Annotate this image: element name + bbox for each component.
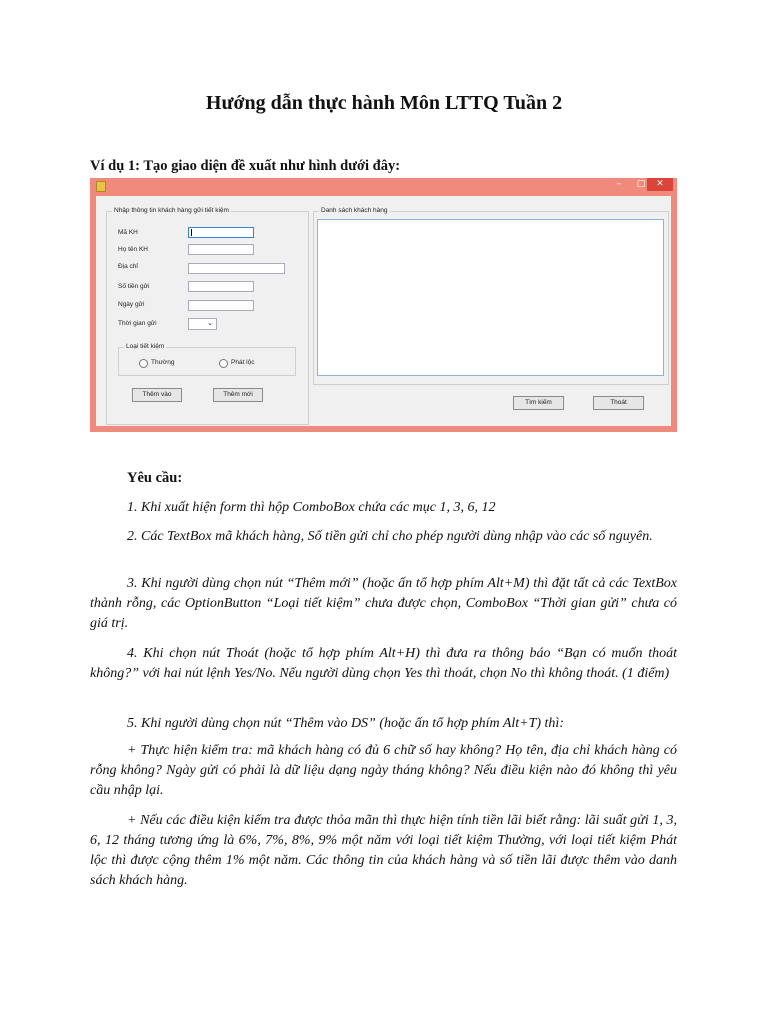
so-tien-input[interactable] (188, 281, 254, 292)
so-tien-label: Số tiền gửi (118, 283, 150, 290)
form-client-area (96, 196, 671, 426)
requirement-paragraph: + Thực hiện kiểm tra: mã khách hàng có đủ 6 chữ số hay không? Họ tên, địa chỉ khách hàng có rỗng không? Ngày gửi có phải là dữ liệu dạng ngày tháng không? Nếu điều kiện nào đó không thì yêu cầu nhập lại. (90, 743, 677, 798)
dia-chi-label: Địa chỉ (118, 263, 138, 270)
close-icon[interactable]: ✕ (647, 178, 673, 191)
requirement-paragraph: 1. Khi xuất hiện form thì hộp ComboBox chứa các mục 1, 3, 6, 12 (127, 500, 496, 515)
thoat-button[interactable]: Thoát (593, 396, 644, 410)
app-icon (96, 181, 106, 192)
dia-chi-input[interactable] (188, 263, 285, 274)
example-heading: Ví dụ 1: Tạo giao diện đề xuất như hình dưới đây: (90, 158, 401, 174)
ma-kh-input[interactable] (188, 227, 254, 238)
ngay-gui-label: Ngày gửi (118, 301, 145, 308)
form-screenshot (90, 178, 677, 432)
text-caret (191, 229, 192, 236)
thoi-gian-label: Thời gian gửi (118, 320, 157, 327)
radio-phat-loc[interactable] (219, 359, 228, 368)
ho-ten-label: Họ tên KH (118, 246, 148, 253)
them-moi-button[interactable]: Thêm mới (213, 388, 263, 402)
tim-kiem-button[interactable]: Tìm kiếm (513, 396, 564, 410)
them-vao-button[interactable]: Thêm vào (132, 388, 182, 402)
maximize-icon[interactable]: □ (636, 179, 646, 189)
requirement-paragraph: 3. Khi người dùng chọn nút “Thêm mới” (hoặc ấn tổ hợp phím Alt+M) thì đặt tất cả các TextBox thành rỗng, các OptionButton “Loại tiết kiệm” chưa được chọn, ComboBox “Thời gian gửi” chưa có giá trị. (90, 576, 677, 631)
ngay-gui-input[interactable] (188, 300, 254, 311)
requirement-paragraph: 4. Khi chọn nút Thoát (hoặc tổ hợp phím Alt+H) thì đưa ra thông báo “Bạn có muốn thoát không?” với hai nút lệnh Yes/No. Nếu người dùng chọn Yes thì thoát, chọn No thì không thoát. (1 điểm) (90, 646, 677, 681)
document-title: Hướng dẫn thực hành Môn LTTQ Tuần 2 (205, 92, 563, 114)
thoi-gian-combobox[interactable] (188, 318, 217, 330)
savings-type-group-label: Loại tiết kiệm (126, 343, 165, 350)
requirement-paragraph: + Nếu các điều kiện kiểm tra được thỏa mãn thì thực hiện tính tiền lãi biết rằng: lãi suất gửi 1, 3, 6, 12 tháng tương ứng là 6%, 7%, 8%, 9% một năm với loại tiết kiệm Thường, với loại tiết kiệm Phát lộc thì được cộng thêm 1% một năm. Các thông tin của khách hàng và số tiền lãi được thêm vào danh sách khách hàng. (90, 813, 677, 888)
ho-ten-input[interactable] (188, 244, 254, 255)
requirement-paragraph: 2. Các TextBox mã khách hàng, Số tiền gửi chỉ cho phép người dùng nhập vào các số nguyên. (127, 529, 653, 544)
customer-input-group-label: Nhập thông tin khách hàng gửi tiết kiệm (114, 207, 229, 214)
customer-list-group-label: Danh sách khách hàng (321, 207, 388, 214)
chevron-down-icon: ⌄ (207, 320, 213, 327)
radio-thuong[interactable] (139, 359, 148, 368)
radio-phat-loc-label: Phát lộc (231, 359, 255, 366)
requirements-heading: Yêu cầu: (127, 470, 183, 486)
minimize-icon[interactable]: – (616, 179, 622, 189)
radio-thuong-label: Thường (151, 359, 175, 366)
ma-kh-label: Mã KH (118, 229, 138, 236)
requirement-paragraph: 5. Khi người dùng chọn nút “Thêm vào DS” (hoặc ấn tổ hợp phím Alt+T) thì: (127, 716, 564, 731)
customer-listbox[interactable] (317, 219, 664, 376)
